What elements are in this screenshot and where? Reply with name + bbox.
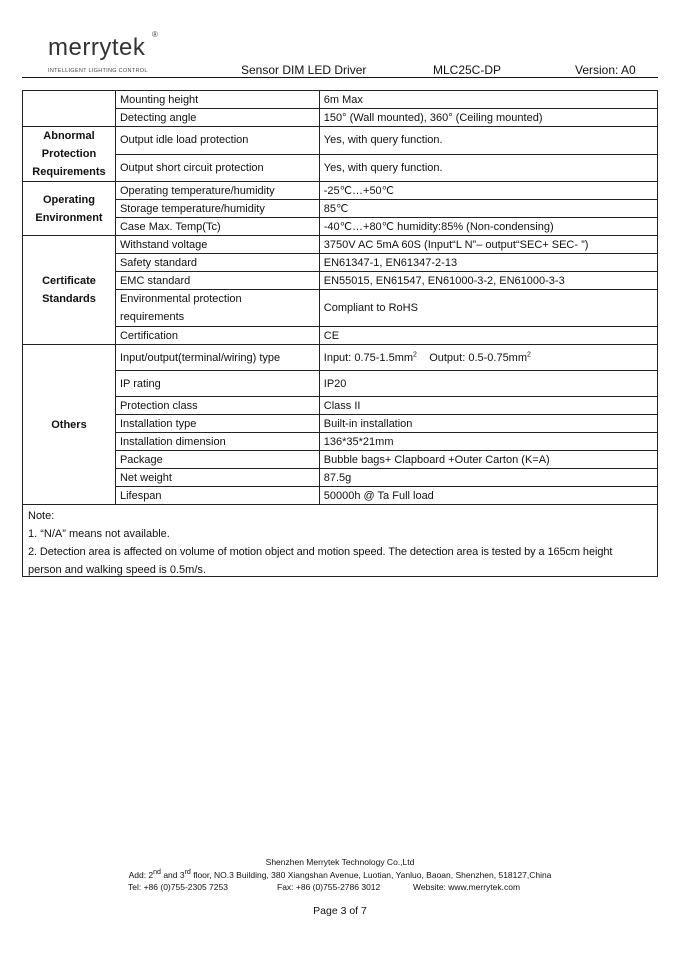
table-row [23,469,658,487]
param-cell: Safety standard [115,254,319,272]
param-cell: EMC standard [115,272,319,290]
note-line-2-cont: person and walking speed is 0.5m/s. [28,564,206,576]
table-row [23,218,658,236]
table-row [23,254,658,272]
registered-mark: ® [152,30,158,39]
notes-box [22,505,658,577]
footer-fax: Fax: +86 (0)755-2786 3012 [277,882,381,892]
spec-table [22,90,658,505]
param-cell: Withstand voltage [115,236,319,254]
category-operating: Operating Environment [23,182,116,236]
table-row [23,433,658,451]
logo-tagline: INTELLIGENT LIGHTING CONTROL [48,68,148,74]
document-title: Sensor DIM LED Driver [241,63,367,77]
header-rule [22,77,658,78]
table-row [23,371,658,397]
footer-tel: Tel: +86 (0)755-2305 7253 [128,882,228,892]
param-cell: Case Max. Temp(Tc) [115,218,319,236]
category-abnormal: Abnormal Protection Requirements [23,127,116,182]
value-cell: Compliant to RoHS [319,290,657,327]
param-cell: Installation dimension [115,433,319,451]
value-cell: 50000h @ Ta Full load [319,487,657,505]
value-cell: Input: $0.75-1.5mm^2$ Output: $0.5-0.75mm^2$ [319,345,657,371]
model-number: MLC25C-DP [433,63,502,77]
value-cell: 3750V AC 5mA 60S (Input“L N”– output“SEC+ SEC- ”) [319,236,657,254]
value-cell: IP20 [319,371,657,397]
table-row [23,109,658,127]
param-cell: Operating temperature/humidity [115,182,319,200]
table-row [23,200,658,218]
footer-website[interactable]: Website: www.merrytek.com [413,882,521,892]
param-cell: Mounting height [115,91,319,109]
value-cell: Bubble bags+ Clapboard +Outer Carton (K=A) [319,451,657,469]
category-others: Others [23,345,116,505]
footer-company: Shenzhen Merrytek Technology Co.,Ltd [265,857,415,867]
table-row [23,487,658,505]
table-row [23,451,658,469]
value-cell: -25℃…+50℃ [319,182,657,200]
value-cell: Class II [319,397,657,415]
param-cell: Lifespan [115,487,319,505]
table-row [23,397,658,415]
value-cell: 150° (Wall mounted), 360° (Ceiling mounted) [319,109,657,127]
value-cell: 87.5g [319,469,657,487]
table-row [23,127,658,155]
value-cell: Yes, with query function. [319,154,657,182]
footer-address: Add: 2nd and 3rd floor, NO.3 Building, 380 Xiangshan Avenue, Luotian, Yanluo, Baoan, Shenzhen, 518127,China [128,869,552,880]
param-cell: Package [115,451,319,469]
param-cell: Input/output(terminal/wiring) type [115,345,319,371]
table-row [23,154,658,182]
logo-wordmark: merrytek [48,34,146,61]
table-row [23,415,658,433]
category-certificate: Certificate Standards [23,236,116,345]
param-cell: Output short circuit protection [115,154,319,182]
param-cell: Protection class [115,397,319,415]
param-cell: Certification [115,327,319,345]
param-cell: Environmental protection requirements [115,290,319,327]
value-cell: 136*35*21mm [319,433,657,451]
value-cell: 6m Max [319,91,657,109]
param-cell: Installation type [115,415,319,433]
note-line-2: 2. Detection area is affected on volume of motion object and motion speed. The detection area is tested by a 165cm height [28,546,613,558]
value-cell: Yes, with query function. [319,127,657,155]
table-row [23,236,658,254]
param-cell: Net weight [115,469,319,487]
note-line-1: 1. “N/A” means not available. [28,528,170,540]
table-row [23,290,658,327]
page-number: Page 3 of 7 [313,905,367,917]
version-label: Version: A0 [575,63,636,77]
value-cell: -40℃…+80℃ humidity:85% (Non-condensing) [319,218,657,236]
value-cell: Built-in installation [319,415,657,433]
category-cell-blank [23,91,116,127]
value-cell: EN61347-1, EN61347-2-13 [319,254,657,272]
table-row [23,345,658,371]
param-cell: Detecting angle [115,109,319,127]
table-row [23,327,658,345]
value-cell: EN55015, EN61547, EN61000-3-2, EN61000-3-3 [319,272,657,290]
param-cell: IP rating [115,371,319,397]
value-cell: 85℃ [319,200,657,218]
table-row [23,182,658,200]
company-logo [48,30,158,74]
param-cell: Storage temperature/humidity [115,200,319,218]
param-cell: Output idle load protection [115,127,319,155]
notes-title: Note: [28,510,55,522]
value-cell: CE [319,327,657,345]
page-header [0,0,680,90]
table-row [23,91,658,109]
table-row [23,272,658,290]
